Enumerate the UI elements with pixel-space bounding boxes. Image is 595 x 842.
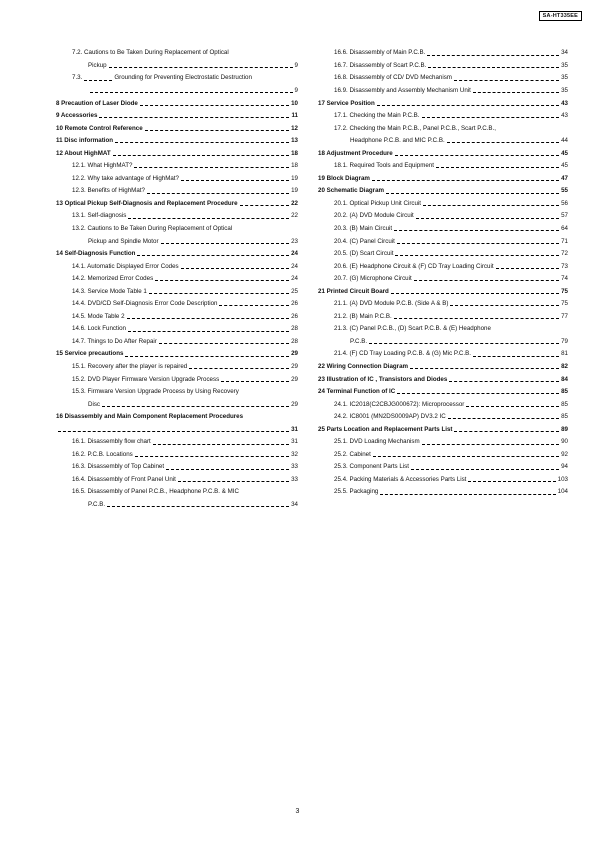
toc-section-entry[interactable]	[56, 44, 298, 57]
toc-chapter-entry[interactable]	[56, 408, 298, 421]
toc-page-number: 57	[561, 212, 568, 220]
toc-section-entry[interactable]	[56, 220, 298, 233]
toc-section-entry[interactable]	[318, 82, 568, 95]
toc-entry-title: Disc	[88, 400, 101, 408]
toc-page-number: 23	[291, 237, 298, 245]
toc-page-number: 33	[291, 463, 298, 471]
dot-leader	[414, 280, 559, 281]
toc-chapter-entry[interactable]	[56, 420, 298, 433]
dot-leader	[372, 180, 559, 181]
toc-page-number: 31	[291, 425, 298, 433]
toc-section-entry[interactable]	[318, 295, 568, 308]
toc-entry-title: 15.1. Recovery after the player is repaired	[72, 363, 188, 371]
toc-entry-title: 20.2. (A) DVD Module Circuit	[334, 212, 414, 220]
toc-entry-title: 14.4. DVD/CD Self-Diagnosis Error Code Description	[72, 300, 218, 308]
toc-section-entry[interactable]	[56, 471, 298, 484]
toc-section-entry[interactable]	[318, 307, 568, 320]
toc-section-entry[interactable]	[318, 483, 568, 496]
toc-chapter-entry[interactable]	[318, 182, 568, 195]
toc-page-number: 26	[291, 312, 298, 320]
toc-entry-title-continued: Grounding for Preventing Electrostatic Destruction	[114, 74, 252, 82]
dot-leader	[181, 268, 289, 269]
toc-page-number: 84	[561, 375, 568, 383]
toc-section-entry[interactable]	[318, 57, 568, 70]
toc-chapter-entry[interactable]	[318, 383, 568, 396]
toc-entry-title: 15.3. Firmware Version Upgrade Process by Using Recovery	[72, 388, 239, 396]
toc-page-number: 74	[561, 275, 568, 283]
toc-section-entry[interactable]	[318, 207, 568, 220]
dot-leader	[450, 305, 559, 306]
toc-entry-title: 16.5. Disassembly of Panel P.C.B., Headphone P.C.B. & MIC	[72, 488, 239, 496]
toc-page-number: 71	[561, 237, 568, 245]
dot-leader	[219, 305, 289, 306]
toc-chapter-entry[interactable]	[318, 144, 568, 157]
toc-entry-title: 15.2. DVD Player Firmware Version Upgrade Process	[72, 375, 220, 383]
toc-entry-title: 15 Service precautions	[56, 350, 124, 358]
toc-section-entry[interactable]	[318, 320, 568, 333]
toc-page-number: 29	[291, 363, 298, 371]
toc-page-number: 85	[561, 388, 568, 396]
dot-leader	[147, 193, 289, 194]
toc-section-entry[interactable]	[318, 257, 568, 270]
toc-section-entry[interactable]	[318, 107, 568, 120]
toc-entry-title: 21.4. (F) CD Tray Loading P.C.B. & (G) Mic P.C.B.	[334, 350, 471, 358]
toc-page-number: 72	[561, 250, 568, 258]
toc-page-number: 12	[291, 124, 298, 132]
toc-page-number: 34	[561, 49, 568, 57]
dot-leader	[137, 255, 289, 256]
toc-entry-title: 12.1. What HighMAT?	[72, 162, 133, 170]
toc-entry-title: 17.1. Checking the Main P.C.B.	[334, 112, 420, 120]
toc-page-number: 43	[561, 112, 568, 120]
dot-leader	[397, 243, 559, 244]
dot-leader	[135, 456, 289, 457]
toc-section-entry[interactable]	[318, 458, 568, 471]
toc-section-entry[interactable]	[56, 169, 298, 182]
toc-section-entry[interactable]	[318, 433, 568, 446]
toc-entry-title: 21.1. (A) DVD Module P.C.B. (Side A & B)	[334, 300, 449, 308]
dot-leader	[189, 368, 289, 369]
toc-entry-title: Pickup	[88, 61, 107, 69]
toc-section-entry[interactable]	[56, 333, 298, 346]
toc-page-number: 79	[561, 337, 568, 345]
dot-leader	[140, 105, 289, 106]
dot-leader	[161, 243, 290, 244]
dot-leader	[395, 155, 559, 156]
dot-leader	[373, 456, 559, 457]
dot-leader	[391, 293, 559, 294]
toc-page-number: 92	[561, 450, 568, 458]
toc-entry-title: 25 Parts Location and Replacement Parts List	[318, 425, 453, 433]
toc-entry-title: 9 Accessories	[56, 112, 98, 120]
toc-entry-title: Pickup and Spindle Motor	[88, 237, 159, 245]
toc-page-number: 35	[561, 74, 568, 82]
toc-chapter-entry[interactable]	[56, 144, 298, 157]
dot-leader	[90, 92, 293, 93]
toc-entry-title: 24.1. IC2018(C2CBJG000672): Microprocessor	[334, 400, 465, 408]
toc-chapter-entry[interactable]	[56, 245, 298, 258]
dot-leader	[380, 494, 555, 495]
toc-section-entry[interactable]	[56, 57, 298, 70]
toc-page-number: 11	[291, 112, 298, 120]
toc-entry-title: 20.1. Optical Pickup Unit Circuit	[334, 199, 422, 207]
toc-section-entry[interactable]	[56, 270, 298, 283]
toc-page-number: 9	[294, 86, 298, 94]
toc-section-entry[interactable]	[56, 320, 298, 333]
toc-chapter-entry[interactable]	[318, 370, 568, 383]
toc-section-entry[interactable]	[318, 345, 568, 358]
toc-entry-title: 24 Terminal Function of IC	[318, 388, 396, 396]
dot-leader	[448, 418, 559, 419]
toc-page-number: 19	[291, 174, 298, 182]
toc-section-entry[interactable]	[56, 207, 298, 220]
toc-entry-title: 16.9. Disassembly and Assembly Mechanism Unit	[334, 86, 471, 94]
toc-page-number: 24	[291, 275, 298, 283]
toc-section-entry[interactable]	[318, 157, 568, 170]
dot-leader	[127, 318, 290, 319]
toc-section-entry[interactable]	[318, 232, 568, 245]
toc-section-entry[interactable]	[56, 383, 298, 396]
toc-page-number: 82	[561, 363, 568, 371]
toc-entry-title: 17 Service Position	[318, 99, 375, 107]
dot-leader	[159, 343, 289, 344]
toc-entry-title: 20 Schematic Diagram	[318, 187, 385, 195]
toc-entry-title: 14.5. Mode Table 2	[72, 312, 125, 320]
dot-leader	[466, 406, 559, 407]
toc-page-number: 24	[291, 250, 298, 258]
toc-section-entry[interactable]	[318, 333, 568, 346]
toc-page-number: 73	[561, 262, 568, 270]
dot-leader	[449, 381, 559, 382]
toc-entry-title: 17.2. Checking the Main P.C.B., Panel P.C.B., Scart P.C.B.,	[334, 124, 496, 132]
toc-chapter-entry[interactable]	[56, 107, 298, 120]
toc-entry-title: 7.2. Cautions to Be Taken During Replacement of Optical	[72, 49, 229, 57]
toc-entry-title: 16 Disassembly and Main Component Replacement Procedures	[56, 413, 244, 421]
toc-entry-title: 20.6. (E) Headphone Circuit & (F) CD Tray Loading Circuit	[334, 262, 494, 270]
toc-chapter-entry[interactable]	[56, 345, 298, 358]
toc-section-entry[interactable]	[318, 44, 568, 57]
toc-entry-title: 18 Adjustment Procedure	[318, 149, 393, 157]
toc-page-number: 94	[561, 463, 568, 471]
toc-section-entry[interactable]	[318, 395, 568, 408]
toc-page-number: 22	[291, 199, 298, 207]
toc-entry-title: 25.2. Cabinet	[334, 450, 371, 458]
toc-section-entry[interactable]	[56, 282, 298, 295]
dot-leader	[386, 193, 559, 194]
toc-page-number: 77	[561, 312, 568, 320]
toc-page-number: 34	[291, 501, 298, 509]
dot-leader	[221, 381, 289, 382]
toc-page-number: 9	[294, 61, 298, 69]
toc-page-number: 75	[561, 300, 568, 308]
toc-page-number: 18	[291, 149, 298, 157]
dot-leader	[102, 406, 289, 407]
toc-entry-title: 25.3. Component Parts List	[334, 463, 409, 471]
toc-entry-title: 16.6. Disassembly of Main P.C.B.	[334, 49, 426, 57]
dot-leader	[468, 481, 555, 482]
dot-leader	[125, 356, 289, 357]
toc-chapter-entry[interactable]	[318, 282, 568, 295]
toc-section-entry[interactable]	[318, 245, 568, 258]
toc-entry-title: 12.2. Why take advantage of HighMat?	[72, 174, 179, 182]
toc-entry-title: 21.3. (C) Panel P.C.B., (D) Scart P.C.B. & (E) Headphone	[334, 325, 491, 333]
toc-entry-title: 7.3.	[72, 74, 83, 82]
toc-entry-title: 14 Self-Diagnosis Function	[56, 250, 136, 258]
dot-leader	[394, 230, 559, 231]
toc-page-number: 29	[291, 400, 298, 408]
toc-entry-title: 20.4. (C) Panel Circuit	[334, 237, 395, 245]
toc-entry-title: 14.3. Service Mode Table 1	[72, 287, 147, 295]
toc-entry-title: 24.2. IC8001 (MN2DS0009AP) DV3.2 IC	[334, 413, 446, 421]
dot-leader	[240, 205, 290, 206]
model-number-box: SA-HT335EE	[539, 11, 582, 21]
dot-leader	[155, 280, 289, 281]
toc-section-entry[interactable]	[56, 232, 298, 245]
toc-page-number: 104	[557, 488, 568, 496]
toc-page-number: 75	[561, 287, 568, 295]
dot-leader	[496, 268, 560, 269]
dot-leader	[369, 343, 559, 344]
dot-leader	[473, 92, 559, 93]
dot-leader	[166, 469, 289, 470]
toc-page-number: 103	[557, 475, 568, 483]
toc-chapter-entry[interactable]	[56, 195, 298, 208]
toc-section-entry[interactable]	[318, 195, 568, 208]
toc-entry-title: 8 Precaution of Laser Diode	[56, 99, 138, 107]
toc-entry-title: 14.6. Lock Function	[72, 325, 127, 333]
dot-leader	[128, 331, 289, 332]
toc-chapter-entry[interactable]	[56, 94, 298, 107]
toc-entry-title: 20.3. (B) Main Circuit	[334, 225, 393, 232]
toc-entry-title: 13 Optical Pickup Self-Diagnosis and Replacement Procedure	[56, 199, 238, 207]
toc-section-entry[interactable]	[318, 270, 568, 283]
dot-leader	[107, 506, 289, 507]
toc-page-number: 43	[561, 99, 568, 107]
toc-page-number: 90	[561, 438, 568, 446]
toc-entry-title: Headphone P.C.B. and MIC P.C.B.	[350, 137, 445, 145]
dot-leader	[84, 80, 112, 81]
toc-section-entry[interactable]	[56, 307, 298, 320]
toc-entry-title: 14.2. Memorized Error Codes	[72, 275, 154, 283]
dot-leader	[153, 444, 289, 445]
toc-page-number: 35	[561, 61, 568, 69]
toc-section-entry[interactable]	[318, 119, 568, 132]
toc-section-entry[interactable]	[56, 458, 298, 471]
toc-page-number: 10	[291, 99, 298, 107]
toc-page-number: 64	[561, 225, 568, 232]
toc-page-number: 18	[291, 162, 298, 170]
dot-leader	[134, 167, 289, 168]
toc-section-entry[interactable]	[318, 408, 568, 421]
toc-section-entry[interactable]	[56, 295, 298, 308]
toc-page-number: 32	[291, 450, 298, 458]
toc-entry-title: 25.4. Packing Materials & Accessories Parts List	[334, 475, 467, 483]
toc-entry-title: 16.8. Disassembly of CD/ DVD Mechanism	[334, 74, 452, 82]
toc-entry-title: 16.3. Disassembly of Top Cabinet	[72, 463, 165, 471]
toc-page-number: 29	[291, 375, 298, 383]
toc-entry-title: 11 Disc information	[56, 137, 114, 145]
toc-page-number: 33	[291, 475, 298, 483]
dot-leader	[58, 431, 289, 432]
dot-leader	[473, 356, 559, 357]
toc-section-entry[interactable]	[56, 82, 298, 95]
toc-section-entry[interactable]	[56, 433, 298, 446]
toc-entry-title: 21.2. (B) Main P.C.B.	[334, 312, 392, 320]
toc-section-entry[interactable]	[318, 220, 568, 233]
toc-left-column	[56, 44, 298, 508]
toc-section-entry[interactable]	[56, 483, 298, 496]
toc-entry-title: 13.2. Cautions to Be Taken During Replacement of Optical	[72, 225, 233, 232]
toc-entry-title: 13.1. Self-diagnosis	[72, 212, 127, 220]
toc-section-entry[interactable]	[56, 69, 298, 82]
dot-leader	[394, 318, 559, 319]
toc-page-number: 56	[561, 199, 568, 207]
toc-entry-title: 16.7. Disassembly of Scart P.C.B.	[334, 61, 427, 69]
toc-page-number: 25	[291, 287, 298, 295]
dot-leader	[115, 142, 289, 143]
toc-entry-title: 19 Block Diagram	[318, 174, 370, 182]
toc-chapter-entry[interactable]	[318, 420, 568, 433]
dot-leader	[178, 481, 289, 482]
dot-leader	[377, 105, 559, 106]
toc-page-number: 35	[561, 86, 568, 94]
toc-section-entry[interactable]	[56, 496, 298, 509]
toc-entry-title: P.C.B.	[350, 337, 368, 345]
dot-leader	[113, 155, 289, 156]
toc-page-number: 85	[561, 400, 568, 408]
toc-right-column	[318, 44, 568, 496]
toc-entry-title: 14.1. Automatic Displayed Error Codes	[72, 262, 179, 270]
toc-entry-title: 23 Illustration of IC , Transistors and Diodes	[318, 375, 448, 383]
dot-leader	[181, 180, 289, 181]
toc-section-entry[interactable]	[318, 446, 568, 459]
toc-entry-title: 20.5. (D) Scart Circuit	[334, 250, 394, 258]
toc-page-number: 19	[291, 187, 298, 195]
dot-leader	[411, 469, 559, 470]
toc-chapter-entry[interactable]	[318, 94, 568, 107]
toc-entry-title: 25.1. DVD Loading Mechanism	[334, 438, 420, 446]
toc-page-number: 24	[291, 262, 298, 270]
dot-leader	[149, 293, 289, 294]
toc-chapter-entry[interactable]	[56, 132, 298, 145]
toc-entry-title: 22 Wiring Connection Diagram	[318, 363, 409, 371]
toc-section-entry[interactable]	[56, 446, 298, 459]
toc-page-number: 28	[291, 337, 298, 345]
toc-page-number: 47	[561, 174, 568, 182]
toc-page-number: 13	[291, 137, 298, 145]
dot-leader	[454, 80, 559, 81]
toc-page-number: 44	[561, 137, 568, 145]
dot-leader	[422, 444, 559, 445]
toc-section-entry[interactable]	[56, 157, 298, 170]
toc-chapter-entry[interactable]	[56, 119, 298, 132]
dot-leader	[416, 218, 559, 219]
toc-page-number: 55	[561, 187, 568, 195]
toc-page-number: 45	[561, 149, 568, 157]
toc-entry-title: 25.5. Packaging	[334, 488, 379, 496]
toc-entry-title: 16.2. P.C.B. Locations	[72, 450, 133, 458]
toc-entry-title: P.C.B.	[88, 501, 106, 509]
dot-leader	[423, 205, 559, 206]
dot-leader	[145, 130, 289, 131]
dot-leader	[99, 117, 289, 118]
toc-entry-title: 12 About HighMAT	[56, 149, 111, 157]
dot-leader	[422, 117, 560, 118]
toc-entry-title: 16.4. Disassembly of Front Panel Unit	[72, 475, 176, 483]
toc-section-entry[interactable]	[318, 69, 568, 82]
dot-leader	[109, 67, 293, 68]
dot-leader	[427, 55, 559, 56]
dot-leader	[128, 218, 289, 219]
dot-leader	[410, 368, 559, 369]
dot-leader	[447, 142, 559, 143]
toc-entry-title: 21 Printed Circuit Board	[318, 287, 389, 295]
toc-entry-title: 18.1. Required Tools and Equipment	[334, 162, 434, 170]
toc-section-entry[interactable]	[56, 370, 298, 383]
dot-leader	[397, 393, 559, 394]
dot-leader	[395, 255, 559, 256]
toc-page-number: 85	[561, 413, 568, 421]
toc-entry-title: 10 Remote Control Reference	[56, 124, 143, 132]
toc-page-number: 31	[291, 438, 298, 446]
toc-page-number: 28	[291, 325, 298, 333]
page-number: 3	[295, 808, 300, 815]
toc-page-number: 26	[291, 300, 298, 308]
toc-page-number: 81	[561, 350, 568, 358]
toc-section-entry[interactable]	[318, 132, 568, 145]
toc-chapter-entry[interactable]	[318, 169, 568, 182]
toc-section-entry[interactable]	[56, 358, 298, 371]
dot-leader	[436, 167, 559, 168]
toc-entry-title: 16.1. Disassembly flow chart	[72, 438, 151, 446]
toc-section-entry[interactable]	[56, 257, 298, 270]
toc-page-number: 22	[291, 212, 298, 220]
toc-page-number: 45	[561, 162, 568, 170]
toc-page-number: 89	[561, 425, 568, 433]
toc-page-number: 29	[291, 350, 298, 358]
toc-entry-title: 12.3. Benefits of HighMat?	[72, 187, 145, 195]
toc-section-entry[interactable]	[56, 182, 298, 195]
toc-section-entry[interactable]	[56, 395, 298, 408]
toc-entry-title: 14.7. Things to Do After Repair	[72, 337, 157, 345]
dot-leader	[428, 67, 559, 68]
dot-leader	[454, 431, 559, 432]
toc-section-entry[interactable]	[318, 471, 568, 484]
toc-chapter-entry[interactable]	[318, 358, 568, 371]
toc-entry-title: 20.7. (G) Microphone Circuit	[334, 275, 412, 283]
